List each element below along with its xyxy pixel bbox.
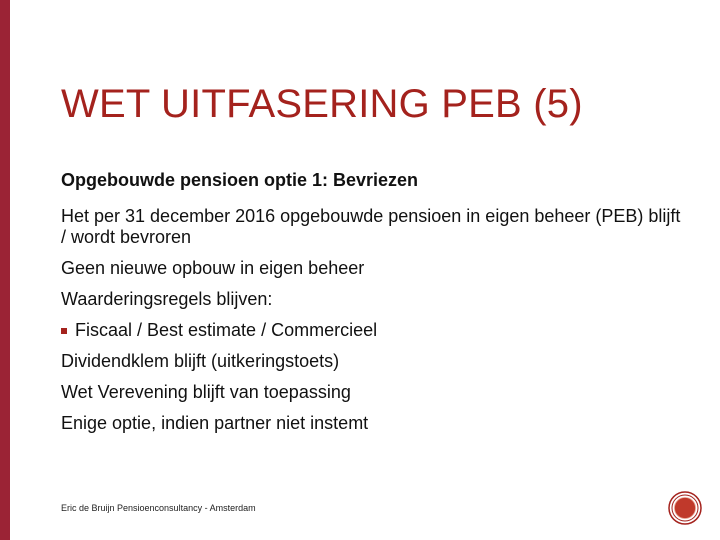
body-paragraph-3: Waarderingsregels blijven: [61, 289, 273, 309]
bullet-item [61, 320, 681, 341]
body-paragraph-2: Geen nieuwe opbouw in eigen beheer [61, 258, 365, 278]
slide-subtitle: Opgebouwde pensioen optie 1: Bevriezen [61, 170, 419, 190]
accent-sidebar [0, 0, 10, 540]
circle-nav-icon[interactable] [668, 491, 702, 525]
slide-footer: Eric de Bruijn Pensioenconsultancy - Amsterdam [61, 503, 256, 513]
body-paragraph-6: Enige optie, indien partner niet instemt [61, 413, 369, 433]
slide-body [61, 170, 681, 444]
body-paragraph-1: Het per 31 december 2016 opgebouwde pensioen in eigen beheer (PEB) blijft / wordt bevroren [61, 206, 681, 247]
slide-title: WET UITFASERING PEB (5) [61, 82, 583, 126]
body-paragraph-5: Wet Verevening blijft van toepassing [61, 382, 351, 402]
square-bullet-icon [61, 328, 67, 334]
bullet-text: Fiscaal / Best estimate / Commercieel [75, 320, 378, 340]
body-paragraph-4: Dividendklem blijft (uitkeringstoets) [61, 351, 340, 371]
